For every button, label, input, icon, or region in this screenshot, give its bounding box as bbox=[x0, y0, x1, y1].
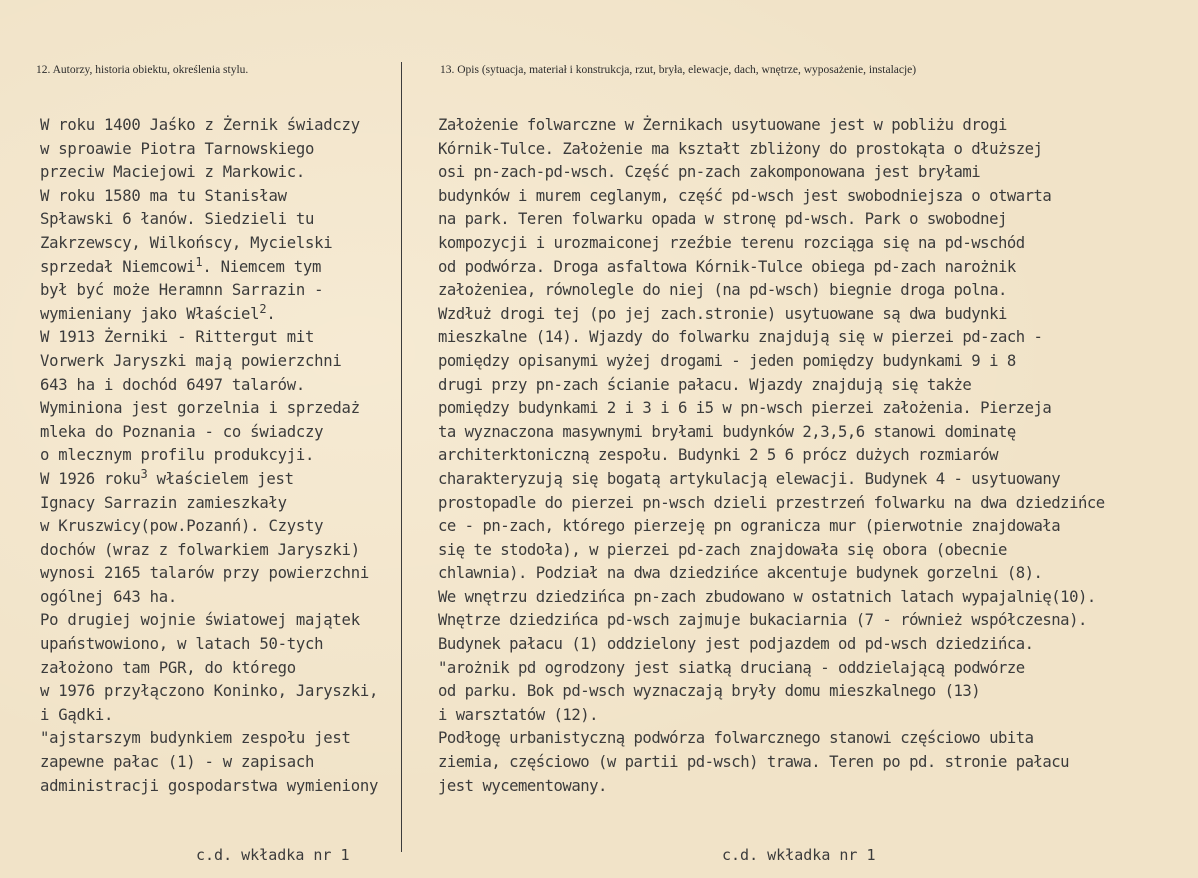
history-line bbox=[40, 562, 398, 586]
description-line: chlawnia). Podział na dwa dziedzińce akcentuje budynek gorzelni (8). bbox=[438, 564, 1043, 583]
right-continuation-note: c.d. wkładka nr 1 bbox=[722, 846, 876, 864]
description-line: drugi przy pn-zach ścianie pałacu. Wjazdy znajdują się także bbox=[438, 375, 972, 394]
history-line-text: "ajstarszym budynkiem zespołu jest bbox=[40, 729, 351, 748]
history-line-text: w Kruszwicy(pow.Pozanń). Czysty bbox=[40, 517, 324, 536]
history-line bbox=[40, 775, 398, 799]
history-line bbox=[40, 444, 398, 468]
history-line-text: był być może Heramnn Sarrazin - bbox=[40, 281, 324, 300]
description-line: od parku. Bok pd-wsch wyznaczają bryły domu mieszkalnego (13) bbox=[438, 682, 981, 701]
history-line-text: Vorwerk Jaryszki mają powierzchni bbox=[40, 351, 342, 370]
history-line-text: . Niemcem tym bbox=[202, 257, 322, 276]
history-line bbox=[40, 539, 398, 563]
history-line bbox=[40, 657, 398, 681]
section-13-heading: 13. Opis (sytuacja, materiał i konstrukcja, rzut, bryła, elewacje, dach, wnętrze, wyposażenie, instalacje) bbox=[440, 64, 917, 76]
column-divider bbox=[401, 62, 402, 852]
history-line bbox=[40, 680, 398, 704]
history-line bbox=[40, 232, 398, 256]
history-column bbox=[40, 114, 398, 798]
history-line-text: Spławski 6 łanów. Siedzieli tu bbox=[40, 210, 315, 229]
history-line-text: Zakrzewscy, Wilkońscy, Mycielski bbox=[40, 233, 333, 252]
history-line bbox=[40, 704, 398, 728]
history-line bbox=[40, 161, 398, 185]
description-line: jest wycementowany. bbox=[438, 776, 607, 795]
history-line bbox=[40, 350, 398, 374]
description-line: ziemia, częściowo (w partii pd-wsch) trawa. Teren po pd. stronie pałacu bbox=[438, 753, 1070, 772]
history-line-text: Wyminiona jest gorzelnia i sprzedaż bbox=[40, 399, 360, 418]
history-line-text: o mlecznym profilu produkcyji. bbox=[40, 446, 315, 465]
history-line-text: w sproawie Piotra Tarnowskiego bbox=[40, 139, 315, 158]
history-line bbox=[40, 114, 398, 138]
description-line: Wnętrze dziedzińca pd-wsch zajmuje bukaciarnia (7 - również współczesna). bbox=[438, 611, 1087, 630]
description-line: osi pn-zach-pd-wsch. Część pn-zach zakomponowana jest bryłami bbox=[438, 163, 981, 182]
history-line bbox=[40, 633, 398, 657]
history-line-text: W 1926 roku bbox=[40, 469, 141, 488]
history-line bbox=[40, 326, 398, 350]
description-line: Założenie folwarczne w Żernikach usytuowane jest w pobliżu drogi bbox=[438, 116, 1007, 134]
description-line: się te stodoła), w pierzei pd-zach znajdowała się obora (obecnie bbox=[438, 540, 1007, 559]
history-line-text: założono tam PGR, do którego bbox=[40, 658, 296, 677]
history-line-text: ogólnej 643 ha. bbox=[40, 587, 178, 606]
history-line bbox=[40, 468, 398, 492]
history-line-text: Ignacy Sarrazin zamieszkały bbox=[40, 493, 287, 512]
history-line-text: właścielem jest bbox=[147, 469, 294, 488]
footnote-marker: 3 bbox=[140, 466, 148, 481]
history-line bbox=[40, 492, 398, 516]
description-line: pomiędzy budynkami 2 i 3 i 6 i5 w pn-wsch pierzei założenia. Pierzeja bbox=[438, 399, 1052, 418]
history-line bbox=[40, 208, 398, 232]
description-line: na park. Teren folwarku opada w stronę pd-wsch. Park o swobodnej bbox=[438, 210, 1007, 229]
description-line: Budynek pałacu (1) oddzielony jest podjazdem od pd-wsch dziedzińca. bbox=[438, 635, 1034, 654]
history-line bbox=[40, 138, 398, 162]
description-line: mieszkalne (14). Wjazdy do folwarku znajdują się w pierzei pd-zach - bbox=[438, 328, 1043, 347]
history-line-text: dochów (wraz z folwarkiem Jaryszki) bbox=[40, 540, 360, 559]
history-line-text: przeciw Maciejowi z Markowic. bbox=[40, 163, 306, 182]
description-line: Wzdłuż drogi tej (po jej zach.stronie) usytuowane są dwa budynki bbox=[438, 304, 1007, 323]
history-line bbox=[40, 421, 398, 445]
history-line-text: wynosi 2165 talarów przy powierzchni bbox=[40, 564, 369, 583]
description-line: prostopadle do pierzei pn-wsch dzieli przestrzeń folwarku na dwa dziedzińce bbox=[438, 493, 1105, 512]
history-line-text: sprzedał Niemcowi bbox=[40, 257, 196, 276]
history-line bbox=[40, 279, 398, 303]
history-line-text: zapewne pałac (1) - w zapisach bbox=[40, 753, 315, 772]
footnote-marker: 1 bbox=[195, 254, 203, 269]
history-line-text: . bbox=[266, 304, 276, 323]
history-line bbox=[40, 374, 398, 398]
footnote-marker: 2 bbox=[259, 301, 267, 316]
description-line: ce - pn-zach, którego pierzeję pn ogranicza mur (pierwotnie znajdowała bbox=[438, 517, 1061, 536]
history-line-text: W 1913 Żerniki - Rittergut mit bbox=[40, 328, 315, 347]
history-line bbox=[40, 397, 398, 421]
description-line: architerktoniczną zespołu. Budynki 2 5 6 prócz dużych rozmiarów bbox=[438, 446, 998, 465]
history-line bbox=[40, 256, 398, 280]
history-line-text: 643 ha i dochód 6497 talarów. bbox=[40, 375, 306, 394]
history-line bbox=[40, 515, 398, 539]
description-line: pomiędzy opisanymi wyżej drogami - jeden pomiędzy budynkami 9 i 8 bbox=[438, 351, 1016, 370]
description-line: Podłogę urbanistyczną podwórza folwarcznego stanowi częściowo ubita bbox=[438, 729, 1034, 748]
history-line-text: mleka do Poznania - co świadczy bbox=[40, 422, 324, 441]
description-line: od podwórza. Droga asfaltowa Kórnik-Tulce obiega pd-zach narożnik bbox=[438, 257, 1016, 276]
description-line: "arożnik pd ogrodzony jest siatką drucianą - oddzielającą podwórze bbox=[438, 658, 1025, 677]
history-line-text: W roku 1400 Jaśko z Żernik świadczy bbox=[40, 116, 360, 134]
history-line bbox=[40, 185, 398, 209]
description-line: We wnętrzu dziedzińca pn-zach zbudowano w ostatnich latach wypajalnię(10). bbox=[438, 587, 1096, 606]
history-line bbox=[40, 751, 398, 775]
description-line: ta wyznaczona masywnymi bryłami budynków 2,3,5,6 stanowi dominatę bbox=[438, 422, 1016, 441]
history-line bbox=[40, 609, 398, 633]
history-line-text: upaństwowiono, w latach 50-tych bbox=[40, 635, 324, 654]
section-12-heading: 12. Autorzy, historia obiektu, określenia stylu. bbox=[36, 64, 249, 76]
description-line: założeniea, równolegle do niej (na pd-wsch) biegnie droga polna. bbox=[438, 281, 1007, 300]
history-line-text: w 1976 przyłączono Koninko, Jaryszki, bbox=[40, 682, 379, 701]
history-line-text: W roku 1580 ma tu Stanisław bbox=[40, 186, 287, 205]
description-line: kompozycji i urozmaiconej rzeźbie terenu rozciąga się na pd-wschód bbox=[438, 233, 1025, 252]
description-line: Kórnik-Tulce. Założenie ma kształt zbliżony do prostokąta o dłuższej bbox=[438, 139, 1043, 158]
history-line-text: wymieniany jako Właściel bbox=[40, 304, 260, 323]
description-line: charakteryzują się bogatą artykulacją elewacji. Budynek 4 - usytuowany bbox=[438, 469, 1061, 488]
left-continuation-note: c.d. wkładka nr 1 bbox=[196, 846, 350, 864]
history-line-text: Po drugiej wojnie światowej majątek bbox=[40, 611, 360, 630]
history-line bbox=[40, 303, 398, 327]
history-line bbox=[40, 727, 398, 751]
description-line: i warsztatów (12). bbox=[438, 705, 598, 724]
history-line-text: administracji gospodarstwa wymieniony bbox=[40, 776, 379, 795]
description-line: budynków i murem ceglanym, część pd-wsch jest swobodniejsza o otwarta bbox=[438, 186, 1052, 205]
description-column bbox=[438, 114, 1183, 798]
history-line bbox=[40, 586, 398, 610]
history-line-text: i Gądki. bbox=[40, 705, 114, 724]
